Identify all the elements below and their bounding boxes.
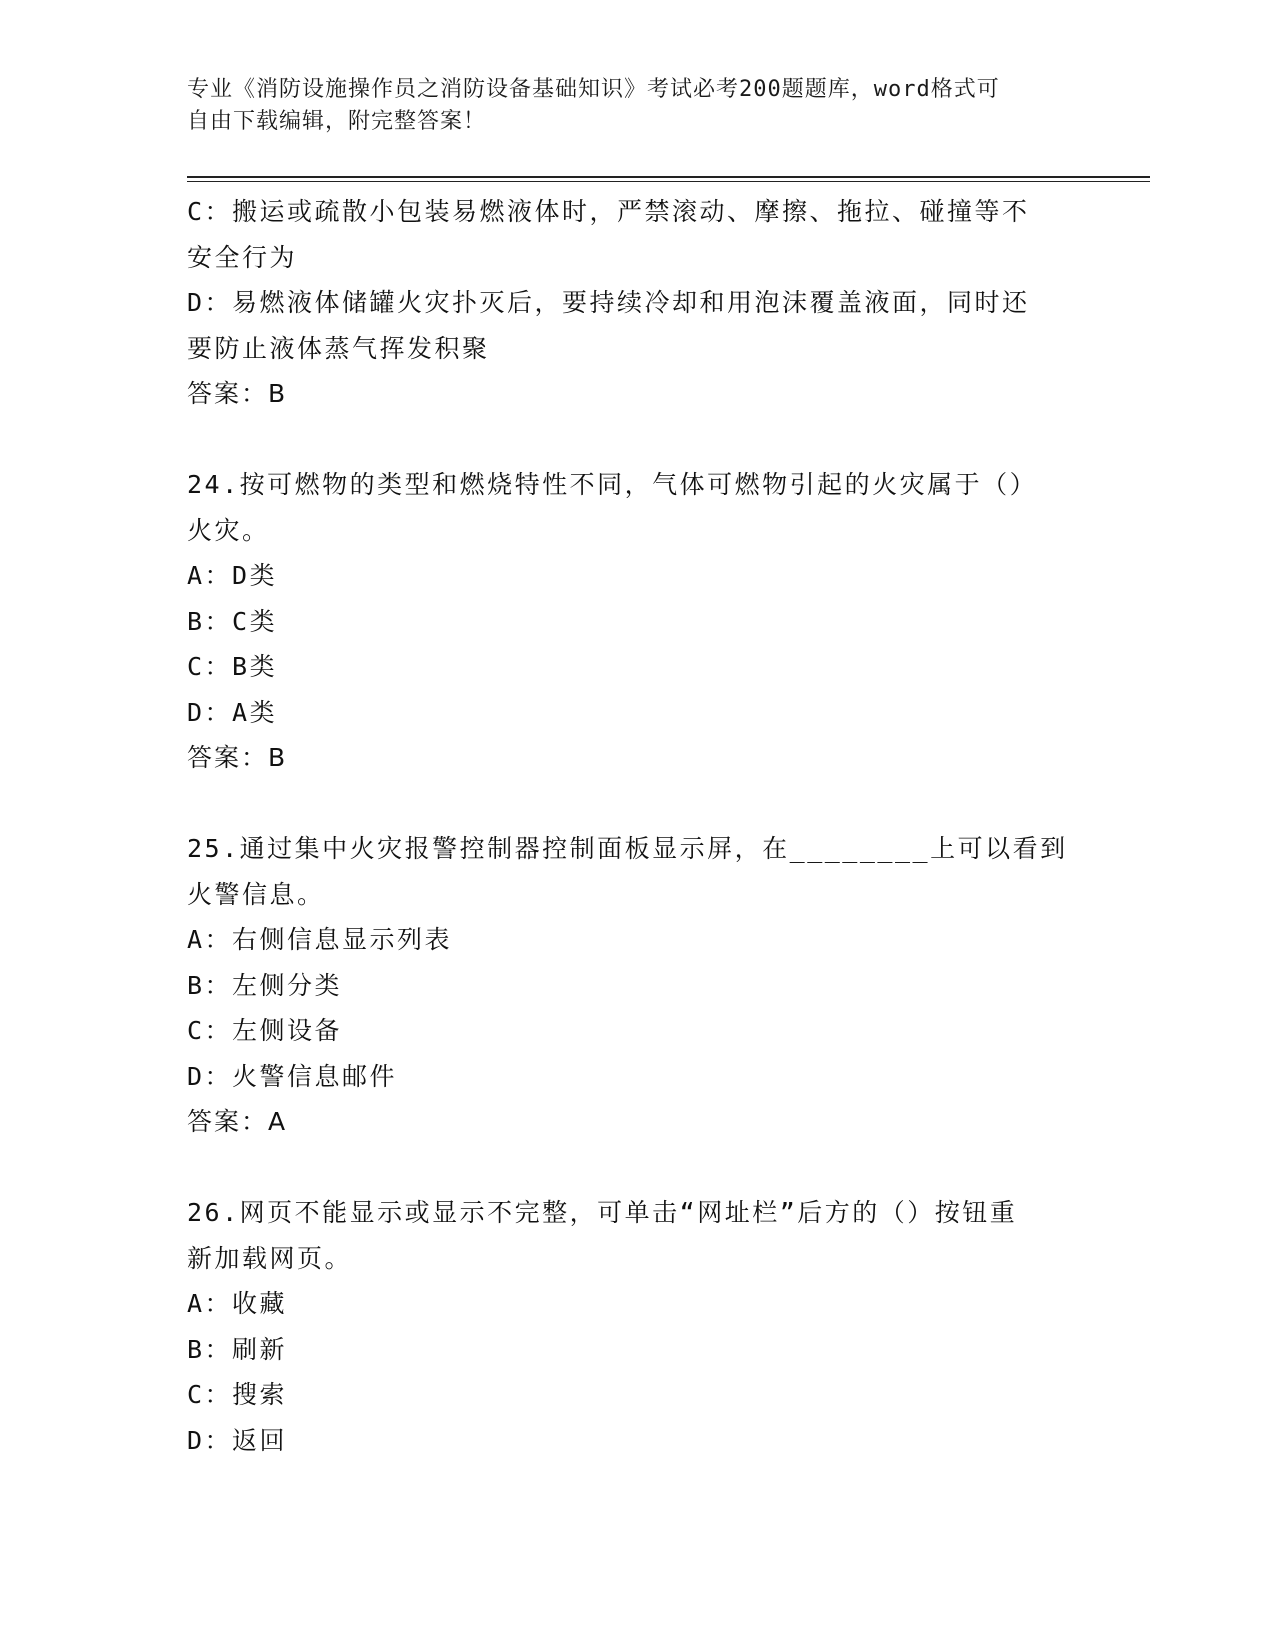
question-stem-line-1: 24.按可燃物的类型和燃烧特性不同，气体可燃物引起的火灾属于（） <box>187 470 1038 499</box>
option-b: B：C类 <box>187 606 278 636</box>
option-c-line-2: 安全行为 <box>187 242 298 272</box>
question-stem-line-1: 26.网页不能显示或显示不完整，可单击“网址栏”后方的（）按钮重 <box>187 1198 1018 1227</box>
question-stem-line-2: 新加载网页。 <box>187 1243 353 1273</box>
header-divider <box>187 176 1150 182</box>
option-d: D：返回 <box>187 1425 288 1455</box>
question-23-continued <box>187 189 1087 417</box>
option-a: A：右侧信息显示列表 <box>187 925 453 954</box>
spacer <box>187 1145 1087 1191</box>
answer-24: 答案：B <box>187 743 288 772</box>
spacer <box>187 781 1087 827</box>
option-a: A：D类 <box>187 561 278 590</box>
option-d-line-2: 要防止液体蒸气挥发积聚 <box>187 333 490 363</box>
question-stem-line-2: 火灾。 <box>187 515 270 545</box>
option-c: C：搜索 <box>187 1380 288 1409</box>
option-b: B：左侧分类 <box>187 970 343 1000</box>
option-c: C：B类 <box>187 652 278 681</box>
question-25 <box>187 826 1087 1145</box>
option-b: B：刷新 <box>187 1334 288 1364</box>
option-d: D：火警信息邮件 <box>187 1061 398 1091</box>
header-title-line-2: 自由下载编辑，附完整答案！ <box>187 109 487 134</box>
answer-23: 答案：B <box>187 379 288 408</box>
option-c: C：左侧设备 <box>187 1016 343 1045</box>
answer-25: 答案：A <box>187 1107 288 1136</box>
spacer <box>187 417 1087 463</box>
question-content <box>187 189 1087 1463</box>
option-a: A：收藏 <box>187 1289 288 1318</box>
question-stem-line-2: 火警信息。 <box>187 879 325 909</box>
option-c-line-1: C：搬运或疏散小包装易燃液体时，严禁滚动、摩擦、拖拉、碰撞等不 <box>187 197 1030 226</box>
option-d: D：A类 <box>187 697 278 727</box>
question-stem-line-1: 25.通过集中火灾报警控制器控制面板显示屏，在________上可以看到 <box>187 834 1068 863</box>
header-title-line-1: 专业《消防设施操作员之消防设备基础知识》考试必考200题题库，word格式可 <box>187 77 1000 102</box>
option-d-line-1: D：易燃液体储罐火灾扑灭后，要持续冷却和用泡沫覆盖液面，同时还 <box>187 288 1030 317</box>
question-24 <box>187 462 1087 781</box>
question-26 <box>187 1190 1087 1463</box>
document-header <box>187 74 1067 138</box>
